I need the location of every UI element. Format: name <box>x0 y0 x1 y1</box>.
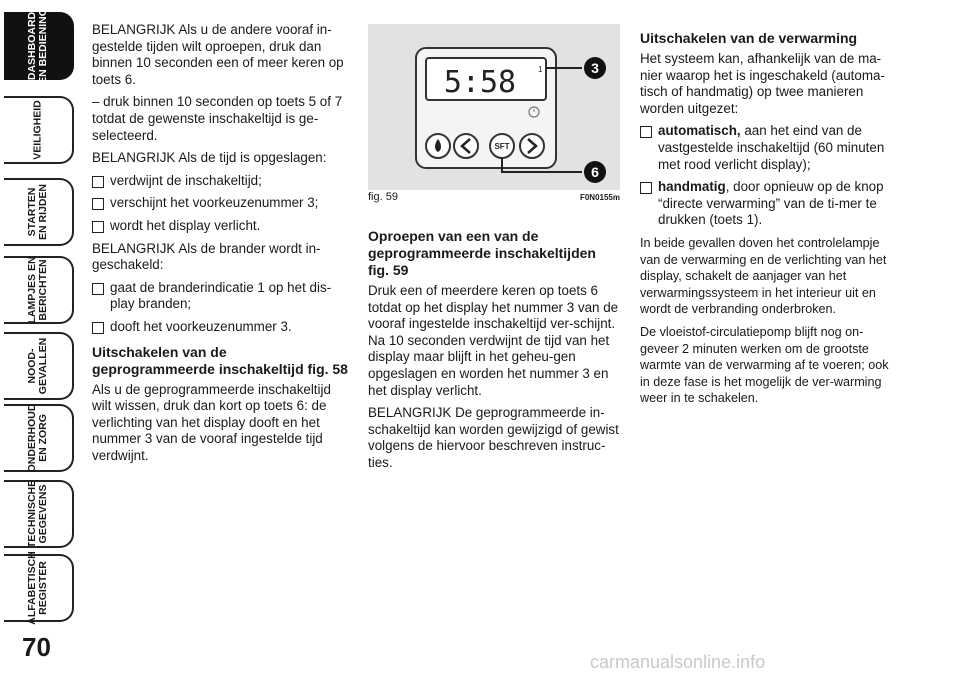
callout-badge: 3 <box>584 57 606 79</box>
checkbox-bullet-icon <box>640 126 652 138</box>
paragraph: Druk een of meerdere keren op toets 6 totdat op het display het nummer 3 van de vooraf ingestelde inschakeltijd ver-schijnt. Na 10 seconden verdwijnt de tijd van het display maar blijft in het geheu-gen opgeslagen en worden het nummer 3 en het display verlicht. <box>368 283 619 398</box>
tab-lampjes[interactable] <box>4 256 74 324</box>
list-item: gaat de branderindicatie 1 op het dis-play branden; <box>92 280 348 313</box>
paragraph: In beide gevallen doven het controlelampje van de verwarming en de verlichting van het display, schakelt de aanjager van het verwarmingssysteem in het interieur uit en wordt de verbranding onderbroken. <box>640 235 887 317</box>
watermark: carmanualsonline.info <box>590 652 766 672</box>
checkbox-bullet-icon <box>92 198 104 210</box>
tab-label: TECHNISCHE GEGEVENS <box>26 479 49 549</box>
figure-code: F0N0155m <box>579 193 620 202</box>
list-item: wordt het display verlicht. <box>92 218 348 235</box>
callout-badge: 6 <box>584 161 606 183</box>
column-middle <box>368 228 620 478</box>
paragraph: Het systeem kan, afhankelijk van de ma-nier waarop het is ingeschakeld (automa-tisch of handmatig) op twee manieren worden uitgezet: <box>640 51 885 116</box>
paragraph: BELANGRIJK Als u de andere vooraf in-gestelde tijden wilt oproepen, druk dan binnen 10 seconden een of meer keren op toets 6. <box>92 22 344 87</box>
tab-dashboard[interactable] <box>4 8 74 84</box>
list-item: verschijnt het voorkeuzenummer 3; <box>92 195 348 212</box>
tab-starten[interactable] <box>4 178 74 246</box>
page-number: 70 <box>22 632 51 662</box>
prev-button[interactable] <box>454 134 478 158</box>
tab-label: LAMPJES EN BERICHTEN <box>26 256 49 324</box>
sft-label: SFT <box>494 142 510 151</box>
paragraph: De vloeistof-circulatiepomp blijft nog on-geveer 2 minuten werken om de grootste warmte van de verwarming af te voeren; ook in deze fase is het mogelijk de ver-warming weer in te schakelen. <box>640 324 889 406</box>
column-right <box>640 30 896 413</box>
section-heading: Uitschakelen van de verwarming <box>640 30 858 46</box>
figure-caption <box>368 191 620 203</box>
chapter-sidebar <box>0 0 78 678</box>
checkbox-bullet-icon <box>92 221 104 233</box>
section-heading: Uitschakelen van de geprogrammeerde inschakeltijd fig. 58 <box>92 343 348 377</box>
paragraph: BELANGRIJK Als de tijd is opgeslagen: <box>92 150 327 166</box>
list-item: dooft het voorkeuzenummer 3. <box>92 319 348 336</box>
tab-register[interactable] <box>4 551 74 625</box>
list-item: handmatig, door opnieuw op de knop “directe verwarming” van de ti-mer te drukken (toets 1). <box>640 179 896 229</box>
display-time: 5:58 <box>443 65 517 100</box>
tab-label: DASHBOARD EN BEDIENING <box>26 8 49 84</box>
next-button[interactable] <box>520 134 544 158</box>
tab-noodgevallen[interactable] <box>4 332 74 400</box>
checkbox-bullet-icon <box>92 322 104 334</box>
tab-label: NOOD- GEVALLEN <box>26 337 49 395</box>
tab-onderhoud[interactable] <box>4 404 74 472</box>
checkbox-bullet-icon <box>92 176 104 188</box>
paragraph: – druk binnen 10 seconden op toets 5 of 7 totdat de gewenste inschakeltijd is ge-selecteerd. <box>92 94 343 143</box>
paragraph: Als u de geprogrammeerde inschakeltijd wilt wissen, druk dan kort op toets 6: de verlichting van het display dooft en het nummer 3 van de vooraf ingestelde tijd verdwijnt. <box>92 381 331 463</box>
checkbox-bullet-icon <box>640 182 652 194</box>
display-marker: 1 <box>538 65 543 74</box>
section-heading: Oproepen van een van de geprogrammeerde inschakeltijden fig. 59 <box>368 228 596 278</box>
tab-label: ALFABETISCH REGISTER <box>26 551 49 625</box>
tab-veiligheid[interactable] <box>4 96 74 164</box>
list-item: verdwijnt de inschakeltijd; <box>92 173 348 190</box>
figure-number: fig. 59 <box>368 191 398 203</box>
checkbox-bullet-icon <box>92 283 104 295</box>
paragraph: BELANGRIJK Als de brander wordt in-geschakeld: <box>92 240 321 273</box>
tab-label: STARTEN EN RIJDEN <box>26 183 49 241</box>
tab-technische[interactable] <box>4 480 74 548</box>
tab-label: ONDERHOUD EN ZORG <box>26 403 49 473</box>
tab-label: VEILIGHEID <box>31 100 44 160</box>
list-item: automatisch, aan het eind van de vastgestelde inschakeltijd (60 minuten met rood verlicht display); <box>640 123 896 173</box>
column-left <box>92 22 348 470</box>
timer-figure <box>368 24 620 190</box>
paragraph: BELANGRIJK De geprogrammeerde in-schakeltijd kan worden gewijzigd of gewist volgens de hiervoor beschreven instruc-ties. <box>368 405 619 470</box>
timer-illustration <box>368 24 620 190</box>
